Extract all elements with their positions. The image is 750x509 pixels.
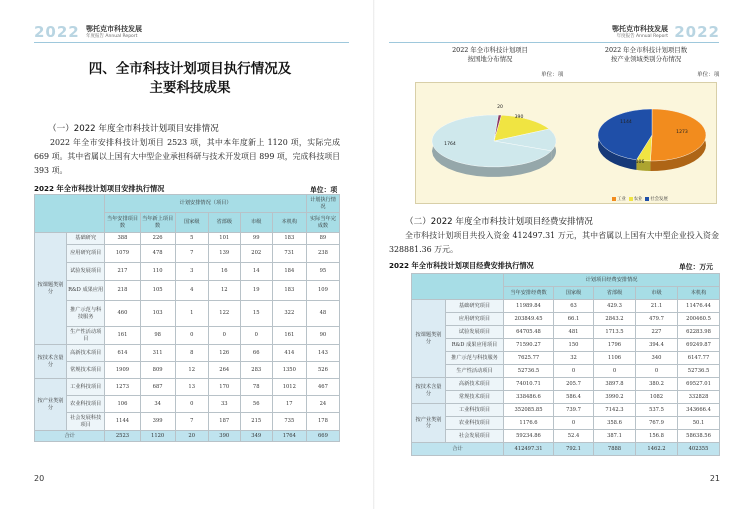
chart2-title-line2: 按产业领域类别分布情况 <box>610 55 682 63</box>
chart1-title-line1: 2022 年全市科技计划项目 <box>452 46 528 54</box>
corner-cell <box>35 195 105 233</box>
table-row <box>35 345 340 362</box>
table-cell: 139 <box>208 245 240 263</box>
table-cell: 89 <box>306 233 339 245</box>
table-cell: 429.3 <box>594 300 636 313</box>
table-cell: 11476.44 <box>678 300 720 313</box>
table-cell: 66 <box>240 345 272 362</box>
chart1-title <box>415 46 565 64</box>
chart1-title-line2: 按国地分布情况 <box>467 55 513 63</box>
table-row <box>412 430 720 443</box>
table-cell: 414 <box>272 345 306 362</box>
row-label: 基础研究 <box>66 233 104 245</box>
table-row <box>35 245 340 263</box>
chart2-title-line1: 2022 年全市科技计划项目数 <box>604 46 688 54</box>
row-group-label: 按课题类别分 <box>35 233 67 345</box>
table-cell: 1144 <box>105 413 140 431</box>
table-row <box>412 417 720 430</box>
table-cell: 126 <box>208 345 240 362</box>
row-label: 应用研究项目 <box>66 245 104 263</box>
row-label: R&D 成果应用项目 <box>446 339 504 352</box>
table-cell: 14 <box>240 263 272 281</box>
table-cell: 388 <box>105 233 140 245</box>
table-cell: 352085.85 <box>504 404 554 417</box>
right-page <box>375 0 750 509</box>
table-row <box>412 404 720 417</box>
row-group-label: 按技术含量分 <box>412 378 446 404</box>
column-header: 本机构 <box>678 287 720 300</box>
row-label: 推广示范与科技服务 <box>66 301 104 327</box>
table-cell: 8 <box>175 345 208 362</box>
table-cell: 103 <box>140 301 175 327</box>
row-label: 应用研究项目 <box>446 313 504 326</box>
table-cell: 109 <box>306 281 339 301</box>
table-cell: 202 <box>240 245 272 263</box>
header-year: 2022 <box>34 23 80 41</box>
table-cell: 3897.8 <box>594 378 636 391</box>
table-cell: 226 <box>140 233 175 245</box>
table-cell: 161 <box>272 327 306 345</box>
chart1-unit: 单位：项 <box>541 72 564 78</box>
table-cell: 74010.71 <box>504 378 554 391</box>
table-cell: 7142.3 <box>594 404 636 417</box>
page-number: 21 <box>709 474 720 483</box>
table-cell: 48 <box>306 301 339 327</box>
header-rule <box>34 42 349 43</box>
column-header: 本机构 <box>272 213 306 233</box>
total-cell: 390 <box>208 431 240 442</box>
table-cell: 586.4 <box>554 391 594 404</box>
table-cell: 52736.5 <box>678 365 720 378</box>
table-cell: 526 <box>306 362 339 379</box>
right-table-caption: 2022 年全市科技计划项目经费安排执行情况 <box>389 261 534 270</box>
legend-swatch <box>612 197 616 201</box>
row-label: 高新技术项目 <box>446 378 504 391</box>
legend-label: 农业 <box>633 197 643 202</box>
table-cell: 21.1 <box>636 300 678 313</box>
section-title-line2: 主要科技成果 <box>149 80 231 96</box>
row-label: 高新技术项目 <box>66 345 104 362</box>
header-title: 鄂托克市科技发展 <box>612 24 668 33</box>
column-header: 实际当年完成数 <box>306 213 339 233</box>
table-cell: 17 <box>272 396 306 413</box>
row-label: 试验发展项目 <box>446 326 504 339</box>
table-cell: 0 <box>594 365 636 378</box>
table-cell: 1350 <box>272 362 306 379</box>
chart2-title <box>571 46 721 64</box>
table-cell: 150 <box>554 339 594 352</box>
table-cell: 387.1 <box>594 430 636 443</box>
table-cell: 399 <box>140 413 175 431</box>
total-cell: 349 <box>240 431 272 442</box>
chart2-unit: 单位：项 <box>697 72 720 78</box>
total-cell: 669 <box>306 431 339 442</box>
table-cell: 358.6 <box>594 417 636 430</box>
table-cell: 95 <box>306 263 339 281</box>
row-group-label: 按课题类别分 <box>412 300 446 378</box>
row-label: 社会发展项目 <box>446 430 504 443</box>
table-cell: 1082 <box>636 391 678 404</box>
table-cell: 767.9 <box>636 417 678 430</box>
legend-label: 社会发展 <box>650 197 668 202</box>
table-cell: 215 <box>240 413 272 431</box>
table-cell: 62283.98 <box>678 326 720 339</box>
table-cell: 200460.5 <box>678 313 720 326</box>
table-cell: 217 <box>105 263 140 281</box>
table-cell: 218 <box>105 281 140 301</box>
total-cell: 412497.31 <box>504 443 554 456</box>
right-subheading: （二）2022 年度全市科技计划项目经费安排情况 <box>405 217 593 227</box>
total-cell: 1120 <box>140 431 175 442</box>
table-cell: 101 <box>208 233 240 245</box>
table-cell: 0 <box>636 365 678 378</box>
row-label: 生产性活动项目 <box>66 327 104 345</box>
table-cell: 98 <box>140 327 175 345</box>
row-label: 工业科技项目 <box>66 379 104 396</box>
table-cell: 1713.5 <box>594 326 636 339</box>
section-title <box>40 60 340 98</box>
table-cell: 156.8 <box>636 430 678 443</box>
table-cell: 99 <box>240 233 272 245</box>
total-cell: 7888 <box>594 443 636 456</box>
table-cell: 0 <box>175 396 208 413</box>
pie-1-data-label: 1764 <box>444 142 456 147</box>
legend-item-agri <box>629 197 643 202</box>
total-row <box>412 443 720 456</box>
corner-cell <box>412 274 504 300</box>
table-cell: 52.4 <box>554 430 594 443</box>
column-header: 省部级 <box>208 213 240 233</box>
page-number: 20 <box>34 474 45 483</box>
table-cell: 687 <box>140 379 175 396</box>
table-cell: 735 <box>272 413 306 431</box>
table-cell: 183 <box>272 233 306 245</box>
pie-1-data-label: 390 <box>514 115 524 120</box>
table-cell: 338486.6 <box>504 391 554 404</box>
header-year: 2022 <box>674 23 720 41</box>
total-cell: 2523 <box>105 431 140 442</box>
row-label: 常规技术项目 <box>66 362 104 379</box>
table-cell: 122 <box>208 301 240 327</box>
table-cell: 322 <box>272 301 306 327</box>
table-cell: 0 <box>240 327 272 345</box>
table-cell: 478 <box>140 245 175 263</box>
table-row <box>412 313 720 326</box>
left-data-table <box>34 194 340 442</box>
row-group-label: 按产业类别分 <box>412 404 446 443</box>
exec-header: 计划执行情况 <box>306 195 339 213</box>
right-data-table <box>411 273 720 456</box>
total-cell: 1764 <box>272 431 306 442</box>
legend-swatch <box>629 197 633 201</box>
row-label: 农业科技项目 <box>66 396 104 413</box>
left-subheading: （一）2022 年度全市科技计划项目安排情况 <box>48 124 219 134</box>
column-header: 当年新上项目数 <box>140 213 175 233</box>
row-label: 基础研究项目 <box>446 300 504 313</box>
table-cell: 4 <box>175 281 208 301</box>
pie-2-data-label: 1144 <box>620 120 632 125</box>
legend-item-industry <box>612 197 626 202</box>
table-cell: 2843.2 <box>594 313 636 326</box>
table-cell: 460 <box>105 301 140 327</box>
table-cell: 1909 <box>105 362 140 379</box>
column-header: 省部级 <box>594 287 636 300</box>
table-cell: 205.7 <box>554 378 594 391</box>
right-table-unit: 单位：万元 <box>679 263 713 271</box>
table-cell: 19 <box>240 281 272 301</box>
table-row <box>35 263 340 281</box>
plan-header: 计划安排情况（项目） <box>105 195 307 213</box>
row-group-label: 按技术含量分 <box>35 345 67 379</box>
table-cell: 105 <box>140 281 175 301</box>
table-cell: 238 <box>306 245 339 263</box>
charts-panel <box>415 82 717 204</box>
left-table-caption: 2022 年全市科技计划项目安排执行情况 <box>34 184 165 193</box>
pie-1-data-label: 20 <box>497 105 503 110</box>
legend-swatch <box>645 197 649 201</box>
table-cell: 203849.45 <box>504 313 554 326</box>
table-cell: 6147.77 <box>678 352 720 365</box>
table-row <box>412 326 720 339</box>
row-label: 生产性活动项目 <box>446 365 504 378</box>
table-cell: 184 <box>272 263 306 281</box>
table-cell: 170 <box>208 379 240 396</box>
table-cell: 0 <box>554 365 594 378</box>
table-cell: 739.7 <box>554 404 594 417</box>
column-header: 市级 <box>636 287 678 300</box>
legend-label: 工业 <box>617 197 626 202</box>
table-row <box>35 301 340 327</box>
table-cell: 264 <box>208 362 240 379</box>
table-cell: 50.1 <box>678 417 720 430</box>
table-row <box>35 281 340 301</box>
table-cell: 110 <box>140 263 175 281</box>
table-row <box>412 339 720 352</box>
table-cell: 7625.77 <box>504 352 554 365</box>
table-cell: 467 <box>306 379 339 396</box>
table-cell: 32 <box>554 352 594 365</box>
table-cell: 7 <box>175 413 208 431</box>
table-cell: 161 <box>105 327 140 345</box>
table-cell: 1012 <box>272 379 306 396</box>
section-title-line1: 四、全市科技计划项目执行情况及 <box>88 61 292 77</box>
table-cell: 143 <box>306 345 339 362</box>
table-cell: 7 <box>175 245 208 263</box>
plan-header: 计划项目经费安排情况 <box>504 274 720 287</box>
table-row <box>412 378 720 391</box>
table-cell: 332828 <box>678 391 720 404</box>
table-cell: 178 <box>306 413 339 431</box>
table-cell: 12 <box>175 362 208 379</box>
right-paragraph: 全市科技计划项目共投入资金 412497.31 万元，其中省属以上国有大中型企业投入资金 328881.36 万元。 <box>389 231 719 254</box>
left-table-unit: 单位：项 <box>310 186 338 194</box>
pie-2-data-label: 1273 <box>676 130 688 135</box>
table-cell: 52736.5 <box>504 365 554 378</box>
table-cell: 33 <box>208 396 240 413</box>
header-title: 鄂托克市科技发展 <box>86 24 142 33</box>
table-row <box>35 362 340 379</box>
table-row <box>412 300 720 313</box>
table-cell: 11989.84 <box>504 300 554 313</box>
table-cell: 90 <box>306 327 339 345</box>
table-row <box>35 396 340 413</box>
header-rule <box>389 42 719 43</box>
table-cell: 227 <box>636 326 678 339</box>
table-cell: 1176.6 <box>504 417 554 430</box>
header-subtitle: 年度报告 Annual Report <box>616 34 668 39</box>
row-label: 试验发展项目 <box>66 263 104 281</box>
table-cell: 731 <box>272 245 306 263</box>
table-cell: 0 <box>175 327 208 345</box>
table-cell: 380.2 <box>636 378 678 391</box>
table-cell: 66.1 <box>554 313 594 326</box>
table-cell: 71590.27 <box>504 339 554 352</box>
table-cell: 63 <box>554 300 594 313</box>
table-cell: 13 <box>175 379 208 396</box>
total-row <box>35 431 340 442</box>
table-cell: 56 <box>240 396 272 413</box>
table-cell: 0 <box>554 417 594 430</box>
table-cell: 16 <box>208 263 240 281</box>
table-cell: 59234.86 <box>504 430 554 443</box>
left-paragraph: 2022 年全市安排科技计划项目 2523 项，其中本年度新上 1120 项，实际完成 669 项。其中省属以上国有大中型企业承担科研与技术开发项目 899 项，完成科技项目 393 项。 <box>34 138 340 175</box>
header-subtitle: 年度报告 Annual Report <box>86 34 138 39</box>
column-header: 当年安排经费数 <box>504 287 554 300</box>
table-cell: 106 <box>105 396 140 413</box>
table-cell: 69527.01 <box>678 378 720 391</box>
table-cell: 1 <box>175 301 208 327</box>
table-cell: 24 <box>306 396 339 413</box>
table-cell: 34 <box>140 396 175 413</box>
legend-item-social <box>645 197 668 202</box>
table-cell: 394.4 <box>636 339 678 352</box>
table-cell: 3990.2 <box>594 391 636 404</box>
column-header: 国家级 <box>175 213 208 233</box>
row-label: R&D 成果应用 <box>66 281 104 301</box>
column-header: 当年安排项目数 <box>105 213 140 233</box>
table-cell: 1796 <box>594 339 636 352</box>
table-cell: 343666.4 <box>678 404 720 417</box>
table-cell: 183 <box>272 281 306 301</box>
table-cell: 311 <box>140 345 175 362</box>
total-cell: 1462.2 <box>636 443 678 456</box>
table-cell: 15 <box>240 301 272 327</box>
chart2-legend <box>612 196 668 202</box>
table-row <box>35 327 340 345</box>
total-label: 合计 <box>412 443 504 456</box>
total-cell: 402355 <box>678 443 720 456</box>
table-cell: 12 <box>208 281 240 301</box>
row-label: 常规技术项目 <box>446 391 504 404</box>
table-cell: 340 <box>636 352 678 365</box>
table-cell: 1079 <box>105 245 140 263</box>
table-cell: 187 <box>208 413 240 431</box>
table-cell: 58638.56 <box>678 430 720 443</box>
table-cell: 0 <box>208 327 240 345</box>
table-cell: 479.7 <box>636 313 678 326</box>
table-row <box>412 365 720 378</box>
table-cell: 1273 <box>105 379 140 396</box>
row-label: 推广示范与科技服务 <box>446 352 504 365</box>
table-cell: 69249.87 <box>678 339 720 352</box>
table-row <box>35 413 340 431</box>
table-row <box>412 391 720 404</box>
table-cell: 3 <box>175 263 208 281</box>
pie-2-data-label: 106 <box>635 160 645 165</box>
table-cell: 537.5 <box>636 404 678 417</box>
table-cell: 5 <box>175 233 208 245</box>
row-group-label: 按产业类别分 <box>35 379 67 431</box>
column-header: 市级 <box>240 213 272 233</box>
total-cell: 792.1 <box>554 443 594 456</box>
column-header: 国家级 <box>554 287 594 300</box>
table-cell: 809 <box>140 362 175 379</box>
total-label: 合计 <box>35 431 105 442</box>
table-cell: 1106 <box>594 352 636 365</box>
row-label: 农业科技项目 <box>446 417 504 430</box>
charts-svg <box>416 83 718 205</box>
table-cell: 614 <box>105 345 140 362</box>
table-cell: 78 <box>240 379 272 396</box>
total-cell: 20 <box>175 431 208 442</box>
table-cell: 481 <box>554 326 594 339</box>
row-label: 工业科技项目 <box>446 404 504 417</box>
table-row <box>412 352 720 365</box>
table-cell: 283 <box>240 362 272 379</box>
table-row <box>35 233 340 245</box>
table-cell: 64705.48 <box>504 326 554 339</box>
table-row <box>35 379 340 396</box>
row-label: 社会发展科技项目 <box>66 413 104 431</box>
